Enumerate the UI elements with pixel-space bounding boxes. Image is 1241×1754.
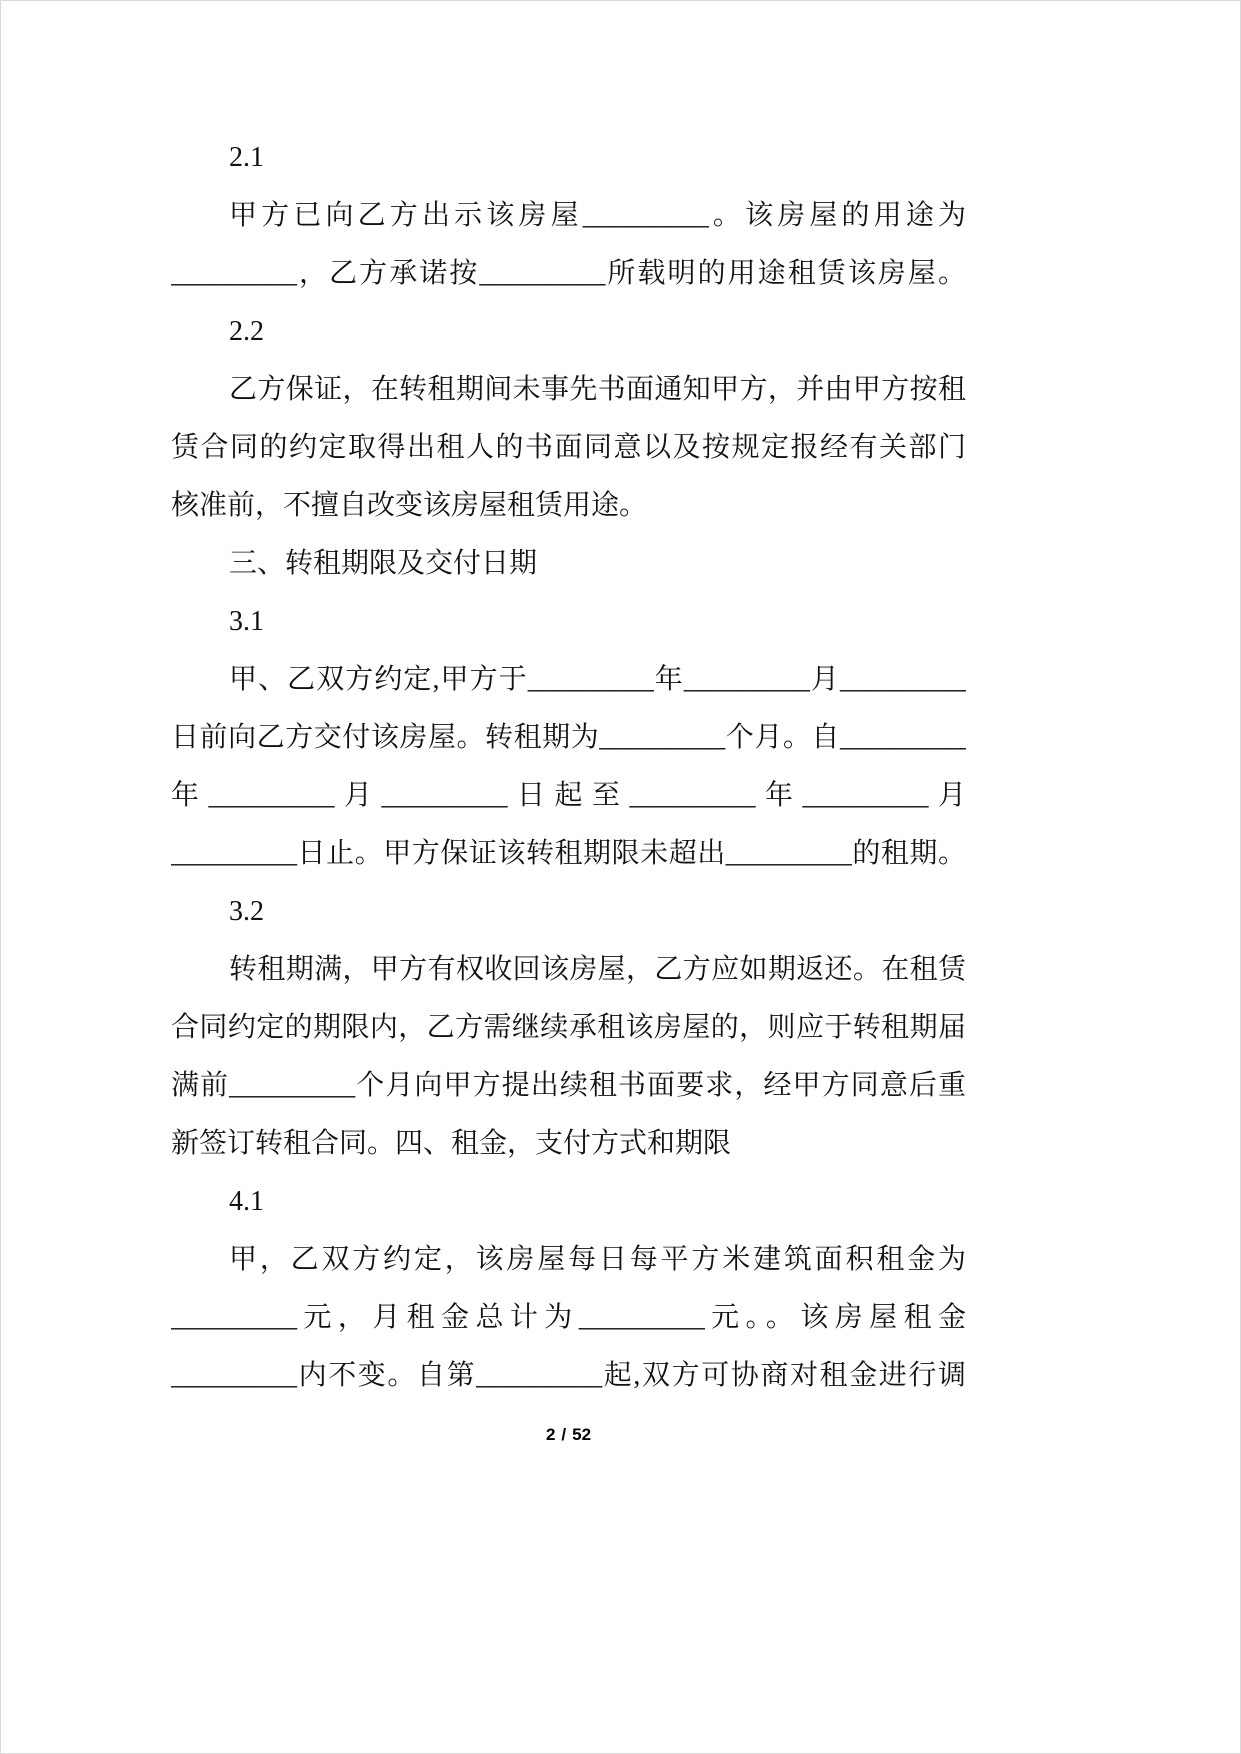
contract-line: 甲、乙双方约定,甲方于_________年_________月_________ — [229, 664, 966, 695]
section-heading: 三、转租期限及交付日期 — [229, 548, 538, 579]
contract-line: _________元，月租金总计为_________元。。该房屋租金 — [171, 1302, 966, 1333]
contract-line: _________日止。甲方保证该转租期限未超出_________的租期。 — [171, 838, 966, 869]
contract-body — [171, 129, 966, 1405]
contract-line: _________，乙方承诺按_________所载明的用途租赁该房屋。 — [171, 258, 966, 289]
contract-line: 甲方已向乙方出示该房屋_________。该房屋的用途为 — [229, 200, 966, 231]
page-number: 2 — [545, 1425, 556, 1444]
contract-line: _________内不变。自第_________起,双方可协商对租金进行调 — [171, 1360, 966, 1391]
page-total: 52 — [572, 1425, 592, 1444]
clause-number: 2.2 — [229, 316, 264, 347]
contract-line: 年_________月_________日起至_________年_________月 — [171, 780, 966, 811]
contract-line: 乙方保证，在转租期间未事先书面通知甲方，并由甲方按租 — [229, 374, 966, 405]
contract-line: 核准前，不擅自改变该房屋租赁用途。 — [171, 490, 648, 521]
clause-number: 3.2 — [229, 896, 264, 927]
clause-number: 2.1 — [229, 142, 264, 173]
contract-line: 合同约定的期限内，乙方需继续承租该房屋的，则应于转租期届 — [171, 1012, 966, 1043]
page-separator: / — [561, 1425, 567, 1444]
contract-line: 赁合同的约定取得出租人的书面同意以及按规定报经有关部门 — [171, 432, 966, 463]
contract-line: 满前_________个月向甲方提出续租书面要求，经甲方同意后重 — [171, 1070, 966, 1101]
page-footer — [171, 1425, 966, 1445]
clause-number: 4.1 — [229, 1186, 264, 1217]
contract-line: 甲，乙双方约定，该房屋每日每平方米建筑面积租金为 — [229, 1244, 966, 1275]
contract-line: 日前向乙方交付该房屋。转租期为_________个月。自_________ — [171, 722, 966, 753]
clause-number: 3.1 — [229, 606, 264, 637]
contract-line: 新签订转租合同。四、租金，支付方式和期限 — [171, 1128, 732, 1159]
contract-line: 转租期满，甲方有权收回该房屋，乙方应如期返还。在租赁 — [229, 954, 966, 985]
